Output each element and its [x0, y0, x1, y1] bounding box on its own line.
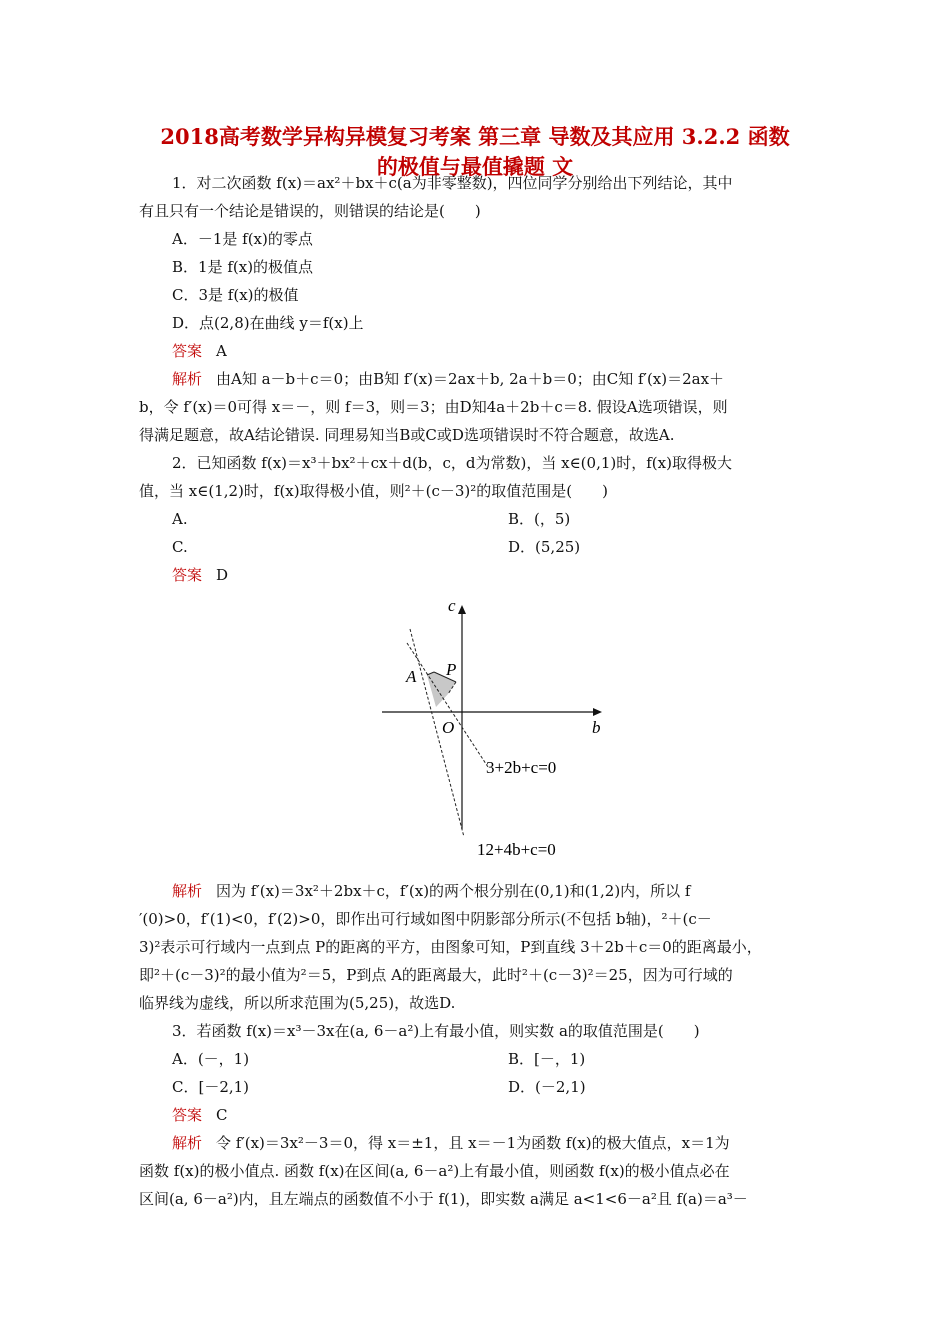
q1-analysis-line2: b，令 f′(x)＝0可得 x＝－，则 f＝3，则＝3；由D知4a＋2b＋c＝8. 假设A选项错误，则: [139, 398, 728, 416]
line-label-2: 12+4b+c=0: [477, 840, 556, 859]
q2-option-c: C.: [172, 538, 188, 556]
q3-analysis-text1: 令 f′(x)＝3x²－3＝0，得 x＝±1，且 x＝－1为函数 f(x)的极大值点，x＝1为: [216, 1134, 730, 1152]
q2-answer-value: D: [216, 566, 229, 584]
q2-stem-line2: 值，当 x∈(1,2)时，f(x)取得极小值，则²＋(c－3)²的取值范围是( ): [139, 482, 608, 500]
q2-option-d: D．(5,25): [508, 538, 581, 556]
q1-answer: [172, 341, 227, 361]
q2-analysis-line3: 3)²表示可行域内一点到点 P的距离的平方，由图象可知，P到直线 3＋2b＋c＝0的距离最小，: [139, 938, 762, 956]
q2-analysis-text1: 因为 f′(x)＝3x²＋2bx＋c，f′(x)的两个根分别在(0,1)和(1,2)内，所以 f: [216, 882, 691, 900]
q1-stem-line1: 1．对二次函数 f(x)＝ax²＋bx＋c(a为非零整数)，四位同学分别给出下列结论，其中: [172, 174, 733, 192]
q1-analysis-line3: 得满足题意，故A结论错误. 同理易知当B或C或D选项错误时不符合题意，故选A.: [139, 426, 675, 444]
q3-option-b: B．[－，1): [508, 1050, 586, 1068]
origin-label: O: [442, 718, 455, 737]
feasible-region-diagram: [370, 589, 615, 867]
q3-option-d: D．(－2,1): [508, 1078, 586, 1096]
q1-stem-line2: 有且只有一个结论是错误的，则错误的结论是( ): [139, 202, 481, 220]
q1-analysis-text1: 由A知 a－b＋c＝0；由B知 f′(x)＝2ax＋b, 2a＋b＝0；由C知 f′(x)＝2ax＋: [216, 370, 725, 388]
q1-analysis-line1: [172, 369, 724, 389]
q3-analysis-line3: 区间(a, 6－a²)内，且左端点的函数值不小于 f(1)，即实数 a满足 a<1<6－a²且 f(a)＝a³－: [139, 1190, 748, 1208]
q2-analysis-line5: 临界线为虚线，所以所求范围为(5,25)，故选D.: [139, 994, 456, 1012]
title-line-2: 的极值与最值撬题 文: [376, 154, 574, 179]
line-label-1: 3+2b+c=0: [486, 758, 557, 777]
q2-option-b: B．(，5): [508, 510, 571, 528]
q3-stem: 3．若函数 f(x)＝x³－3x在(a, 6－a²)上有最小值，则实数 a的取值范围是( ): [172, 1022, 700, 1040]
c-axis-arrow: [458, 605, 466, 614]
answer-label: 答案: [172, 566, 203, 584]
q2-stem-line1: 2．已知函数 f(x)＝x³＋bx²＋cx＋d(b，c，d为常数)，当 x∈(0,1)时，f(x)取得极大: [172, 454, 732, 472]
q2-analysis-line4: 即²＋(c－3)²的最小值为²＝5，P到点 A的距离最大，此时²＋(c－3)²＝25，因为可行域的: [139, 966, 733, 984]
analysis-label: 解析: [172, 370, 203, 388]
point-a-label: A: [406, 667, 417, 686]
b-axis-arrow: [593, 708, 602, 716]
analysis-label: 解析: [172, 1134, 203, 1152]
answer-label: 答案: [172, 342, 203, 360]
q1-option-b: B．1是 f(x)的极值点: [172, 258, 314, 276]
answer-label: 答案: [172, 1106, 203, 1124]
point-p-label: P: [446, 660, 457, 679]
q3-option-c: C．[－2,1): [172, 1078, 250, 1096]
q1-option-d: D．点(2,8)在曲线 y＝f(x)上: [172, 314, 364, 332]
q2-analysis-line2: ′(0)>0，f′(1)<0，f′(2)>0，即作出可行域如图中阴影部分所示(不包括 b轴)，²＋(c－: [139, 910, 712, 928]
axis-c-label: c: [448, 596, 456, 615]
title-line-1: 2018高考数学异构异模复习考案 第三章 导数及其应用 3.2.2 函数: [160, 124, 790, 149]
q2-answer: [172, 565, 228, 585]
q1-answer-value: A: [216, 342, 227, 360]
q1-option-a: A．－1是 f(x)的零点: [172, 230, 313, 248]
axis-b-label: b: [592, 718, 601, 737]
analysis-label: 解析: [172, 882, 203, 900]
q3-analysis-line2: 函数 f(x)的极小值点. 函数 f(x)在区间(a, 6－a²)上有最小值，则函数 f(x)的极小值点必在: [139, 1162, 730, 1180]
q1-option-c: C．3是 f(x)的极值: [172, 286, 299, 304]
q3-option-a: A．(－，1): [172, 1050, 250, 1068]
q2-option-a: A.: [172, 510, 188, 528]
q3-answer-value: C: [216, 1106, 228, 1124]
q3-analysis-line1: [172, 1133, 730, 1153]
q2-analysis-line1: [172, 881, 691, 901]
q3-answer: [172, 1105, 228, 1125]
